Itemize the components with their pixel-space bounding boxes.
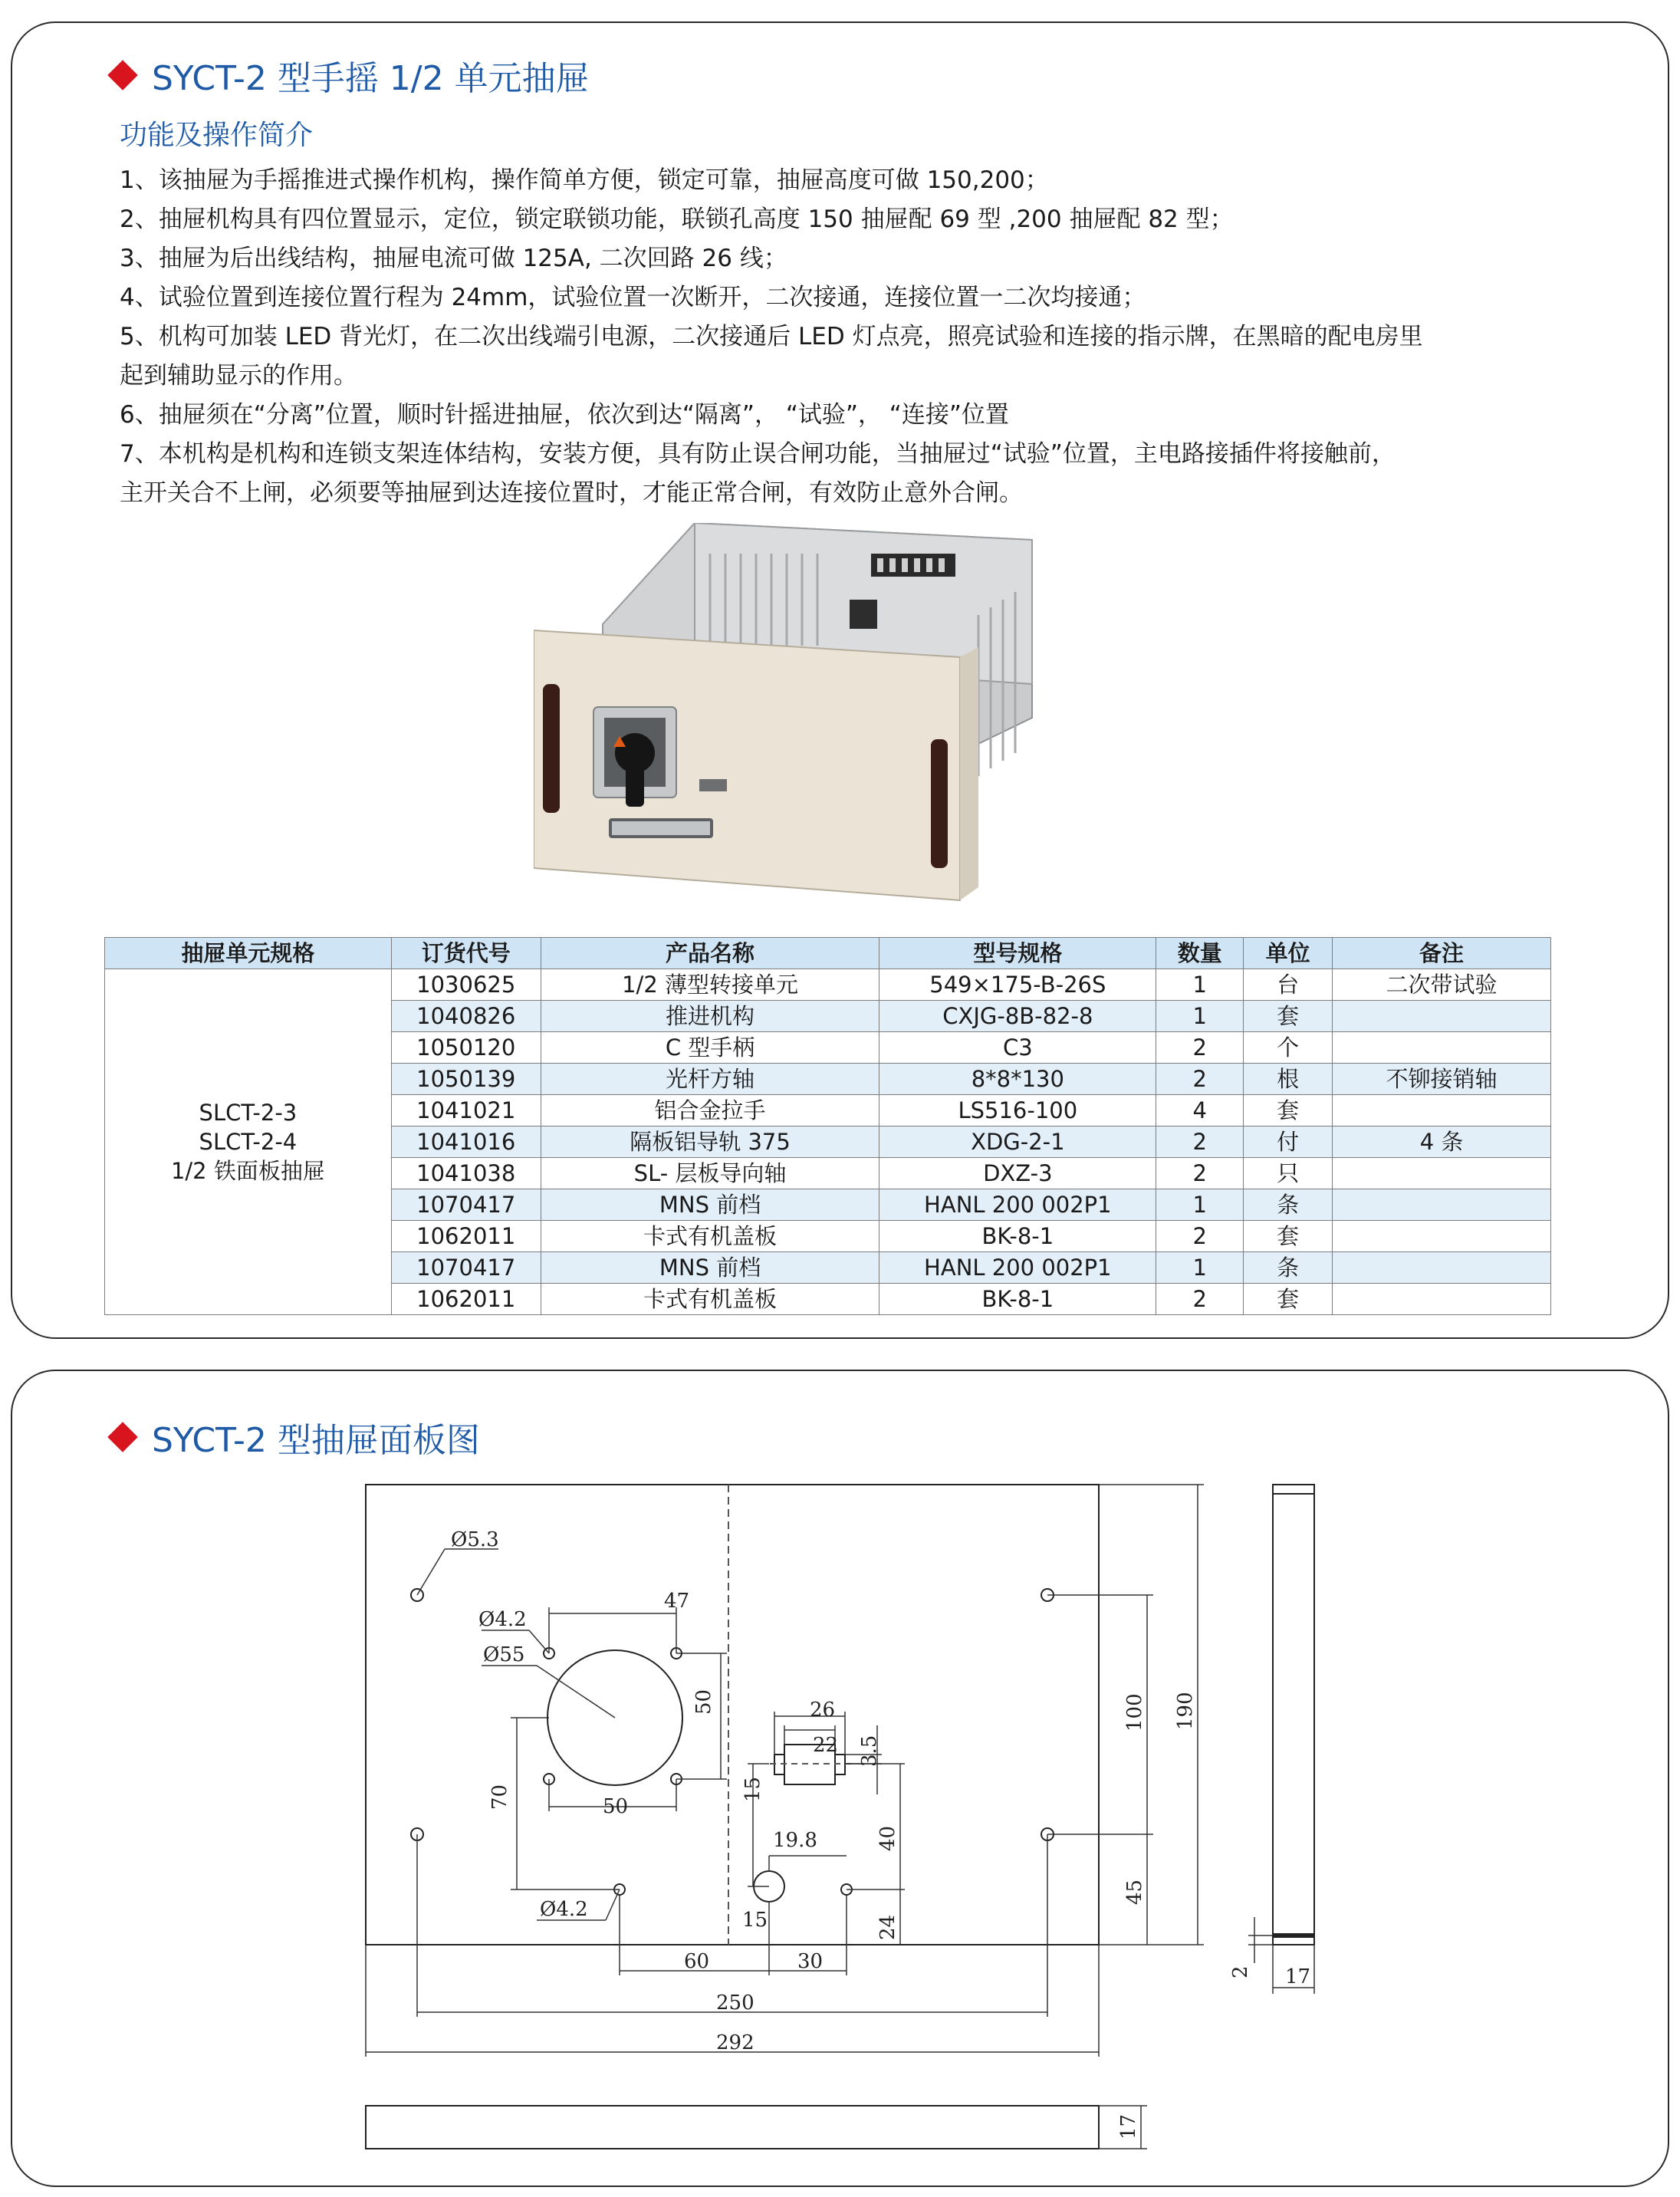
- dim-label: 50: [603, 1795, 629, 1818]
- table-cell: [1333, 1284, 1551, 1315]
- dim-label: 24: [876, 1914, 899, 1940]
- dim-label: 22: [813, 1734, 839, 1757]
- table-cell: 卡式有机盖板: [541, 1221, 879, 1252]
- dim-label: 40: [876, 1825, 899, 1851]
- table-cell: 1: [1156, 1001, 1244, 1032]
- table-body: [105, 969, 1551, 1315]
- drawer-unit-photo: [534, 523, 1040, 922]
- table-cell: HANL 200 002P1: [879, 1189, 1156, 1221]
- table-cell: [1333, 1221, 1551, 1252]
- table-cell: 套: [1244, 1095, 1333, 1126]
- table-cell: 卡式有机盖板: [541, 1284, 879, 1315]
- spec-line: SLCT-2-4: [199, 1129, 298, 1155]
- table-cell: 1062011: [391, 1221, 541, 1252]
- table-cell: 1040826: [391, 1001, 541, 1032]
- table-cell: 2: [1156, 1032, 1244, 1064]
- dim-label: 2: [1229, 1965, 1252, 1978]
- table-cell: 1030625: [391, 969, 541, 1001]
- table-cell: 条: [1244, 1252, 1333, 1284]
- table-cell: 2: [1156, 1284, 1244, 1315]
- table-cell: BK-8-1: [879, 1284, 1156, 1315]
- feature-item: 起到辅助显示的作用。: [120, 362, 357, 390]
- table-cell: 套: [1244, 1221, 1333, 1252]
- table-cell: SL- 层板导向轴: [541, 1158, 879, 1189]
- table-cell: 2: [1156, 1158, 1244, 1189]
- dim-label: 50: [692, 1689, 715, 1715]
- feature-item: 1、该抽屉为手摇推进式操作机构，操作简单方便，锁定可靠，抽屉高度可做 150,200；: [120, 166, 1049, 194]
- table-cell: 二次带试验: [1333, 969, 1551, 1001]
- column-header: 数量: [1156, 938, 1244, 969]
- table-cell: 套: [1244, 1284, 1333, 1315]
- table-cell: 1: [1156, 1252, 1244, 1284]
- table-cell: 不铆接销轴: [1333, 1064, 1551, 1095]
- table-cell: 只: [1244, 1158, 1333, 1189]
- panel-dimension-drawing: [353, 1457, 1365, 2162]
- drawing-section-title: [112, 1413, 480, 1462]
- table-cell: [1333, 1158, 1551, 1189]
- table-cell: 付: [1244, 1126, 1333, 1158]
- table-cell: MNS 前档: [541, 1252, 879, 1284]
- table-cell: 铝合金拉手: [541, 1095, 879, 1126]
- table-cell: C3: [879, 1032, 1156, 1064]
- dim-label: 15: [742, 1909, 768, 1932]
- table-cell: 推进机构: [541, 1001, 879, 1032]
- table-cell: LS516-100: [879, 1095, 1156, 1126]
- panel-outline: [366, 1485, 1099, 1945]
- dim-label: 30: [797, 1950, 824, 1973]
- dim-label: 45: [1123, 1879, 1146, 1905]
- table-cell: 1050139: [391, 1064, 541, 1095]
- table-cell: 1050120: [391, 1032, 541, 1064]
- table-cell: 套: [1244, 1001, 1333, 1032]
- feature-item: 3、抽屉为后出线结构，抽屉电流可做 125A, 二次回路 26 线；: [120, 245, 787, 272]
- table-cell: 2: [1156, 1221, 1244, 1252]
- diamond-bullet-icon: [107, 1422, 138, 1452]
- table-cell: 1: [1156, 969, 1244, 1001]
- column-header: 抽屉单元规格: [105, 938, 392, 969]
- intro-subtitle: 功能及操作简介: [120, 120, 314, 151]
- feature-list: [120, 161, 1592, 513]
- table-cell: HANL 200 002P1: [879, 1252, 1156, 1284]
- table-cell: [1333, 1095, 1551, 1126]
- feature-item: 5、机构可加装 LED 背光灯，在二次出线端引电源，二次接通后 LED 灯点亮，照亮试验和连接的指示牌，在黑暗的配电房里: [120, 323, 1423, 350]
- feature-item: 主开关合不上闸，必须要等抽屉到达连接位置时，才能正常合闸，有效防止意外合闸。: [120, 479, 1023, 507]
- dim-label: 70: [488, 1784, 511, 1810]
- column-header: 订货代号: [391, 938, 541, 969]
- table-cell: DXZ-3: [879, 1158, 1156, 1189]
- dim-label: 190: [1174, 1692, 1197, 1730]
- table-cell: 光杆方轴: [541, 1064, 879, 1095]
- table-row: [105, 969, 1551, 1001]
- column-header: 型号规格: [879, 938, 1156, 969]
- table-cell: 个: [1244, 1032, 1333, 1064]
- table-cell: C 型手柄: [541, 1032, 879, 1064]
- table-cell: 4 条: [1333, 1126, 1551, 1158]
- feature-item: 4、试验位置到连接位置行程为 24mm，试验位置一次断开，二次接通，连接位置一二次均接通；: [120, 284, 1146, 311]
- table-cell: CXJG-8B-82-8: [879, 1001, 1156, 1032]
- table-cell: 1070417: [391, 1189, 541, 1221]
- dim-label: 100: [1123, 1693, 1146, 1732]
- table-cell: 1062011: [391, 1284, 541, 1315]
- table-cell: XDG-2-1: [879, 1126, 1156, 1158]
- dim-label: 47: [664, 1590, 690, 1613]
- spec-line: 1/2 铁面板抽屉: [170, 1158, 325, 1184]
- table-cell: 1/2 薄型转接单元: [541, 969, 879, 1001]
- feature-item: 7、本机构是机构和连锁支架连体结构，安装方便，具有防止误合闸功能，当抽屉过“试验”位置，主电路接插件将接触前，: [120, 440, 1396, 468]
- table-cell: 1070417: [391, 1252, 541, 1284]
- table-cell: 1041038: [391, 1158, 541, 1189]
- table-cell: 1041021: [391, 1095, 541, 1126]
- side-view-outline: [1273, 1485, 1314, 1945]
- feature-item: 6、抽屉须在“分离”位置，顺时针摇进抽屉，依次到达“隔离”， “试验”， “连接”位置: [120, 401, 1009, 429]
- table-cell: [1333, 1001, 1551, 1032]
- dim-label: Ø4.2: [540, 1898, 588, 1921]
- dim-label: 17: [1285, 1965, 1311, 1988]
- table-cell: 隔板铝导轨 375: [541, 1126, 879, 1158]
- dim-label: Ø4.2: [478, 1608, 527, 1631]
- diamond-bullet-icon: [107, 60, 138, 90]
- table-cell: 2: [1156, 1126, 1244, 1158]
- section-title-text: SYCT-2 型手摇 1/2 单元抽屉: [152, 59, 590, 98]
- dim-label: Ø55: [483, 1643, 525, 1666]
- dim-label: 292: [716, 2031, 755, 2054]
- parts-table: [104, 937, 1551, 1315]
- column-header: 单位: [1244, 938, 1333, 969]
- table-cell: [1333, 1189, 1551, 1221]
- table-cell: 8*8*130: [879, 1064, 1156, 1095]
- column-header: 产品名称: [541, 938, 879, 969]
- table-cell: [1333, 1252, 1551, 1284]
- dim-label: 17: [1117, 2113, 1140, 2139]
- spec-cell: [105, 969, 392, 1315]
- dim-label: 15: [741, 1776, 764, 1802]
- section-title: [112, 51, 590, 100]
- table-cell: 台: [1244, 969, 1333, 1001]
- table-cell: MNS 前档: [541, 1189, 879, 1221]
- dim-label: 19.8: [773, 1829, 817, 1852]
- table-cell: 549×175-B-26S: [879, 969, 1156, 1001]
- dim-label: 3.5: [858, 1735, 881, 1767]
- dim-label: 60: [684, 1950, 710, 1973]
- table-header-row: [105, 938, 1551, 969]
- table-cell: 4: [1156, 1095, 1244, 1126]
- column-header: 备注: [1333, 938, 1551, 969]
- table-cell: 根: [1244, 1064, 1333, 1095]
- table-cell: 1: [1156, 1189, 1244, 1221]
- dim-label: 26: [810, 1699, 836, 1722]
- spec-line: SLCT-2-3: [199, 1100, 298, 1126]
- bottom-view-outline: [366, 2106, 1099, 2149]
- feature-item: 2、抽屉机构具有四位置显示，定位，锁定联锁功能，联锁孔高度 150 抽屉配 69 型 ,200 抽屉配 82 型；: [120, 206, 1234, 233]
- dim-label: Ø5.3: [451, 1528, 499, 1551]
- table-cell: 1041016: [391, 1126, 541, 1158]
- dim-label: 250: [716, 1991, 755, 2014]
- table-cell: 2: [1156, 1064, 1244, 1095]
- table-cell: 条: [1244, 1189, 1333, 1221]
- table-cell: BK-8-1: [879, 1221, 1156, 1252]
- table-cell: [1333, 1032, 1551, 1064]
- drawing-section-title-text: SYCT-2 型抽屉面板图: [152, 1421, 480, 1460]
